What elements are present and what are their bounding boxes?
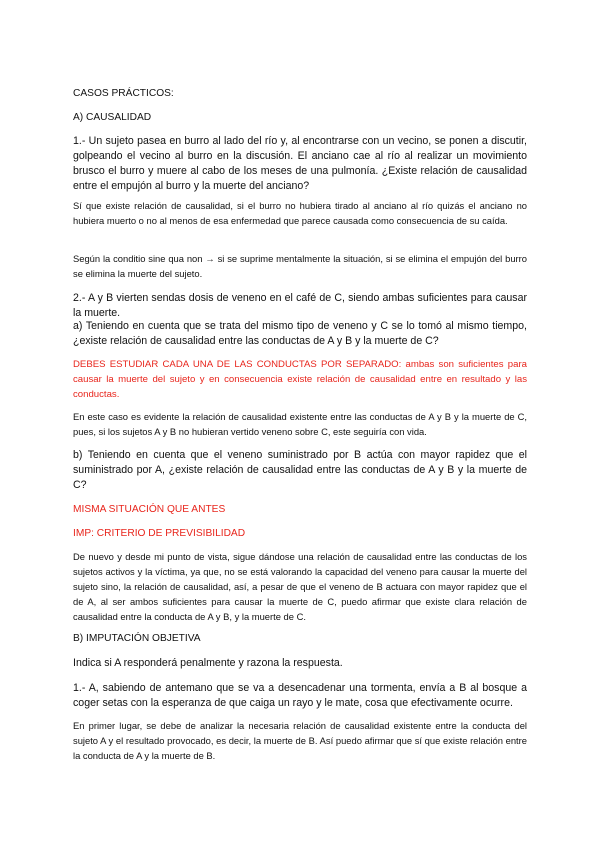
section-heading-causalidad: A) CAUSALIDAD (73, 112, 152, 123)
note-previsibility: IMP: CRITERIO DE PREVISIBILIDAD (73, 528, 246, 539)
question-2a: a) Teniendo en cuenta que se trata del mismo tipo de veneno y C se lo tomó al mismo tiempo, ¿existe relación de causalidad entre las conductas de A y B y la muerte de C? (73, 320, 527, 347)
answer-1-conditio: Según la conditio sine qua non → si se suprime mentalmente la situación, si se elimina el empujón del burro se elimina la muerte del sujeto. (73, 253, 527, 279)
question-b1: 1.- A, sabiendo de antemano que se va a desencadenar una tormenta, envía a B al bosque a coger setas con la esperanza de que caiga un rayo y le mate, cosa que efectivamente ocurre. (73, 682, 527, 709)
question-2: 2.- A y B vierten sendas dosis de veneno en el café de C, siendo ambas suficientes para causar la muerte. (73, 292, 527, 319)
document-title: CASOS PRÁCTICOS: (73, 88, 174, 99)
answer-2b: De nuevo y desde mi punto de vista, sigue dándose una relación de causalidad entre las conductas de los sujetos activos y la víctima, ya que, no se está valorando la capacidad del veneno para causar la muerte del sujeto sino, la relación de causalidad, así, a pesar de que el veneno de B actuara con mayor rapidez que el de A, al ser ambos suficientes para causar la muerte de C, puedo afirmar que existe clara relación de causalidad entre la conducta de A y B, y la muerte de C. (73, 551, 527, 622)
answer-b1: En primer lugar, se debe de analizar la necesaria relación de causalidad existente entre la conducta del sujeto A y el resultado provocado, es decir, la muerte de B. Así puedo afirmar que sí que existe relación entre la conducta de A y la muerte de B. (73, 720, 527, 761)
answer-1: Sí que existe relación de causalidad, si el burro no hubiera tirado al anciano al río quizás el anciano no hubiera muerto o no al menos de esa enfermedad que parece causada como consecuencia de su caída. (73, 200, 527, 226)
note-same-situation: MISMA SITUACIÓN QUE ANTES (73, 504, 226, 515)
answer-2a: En este caso es evidente la relación de causalidad existente entre las conductas de A y B y la muerte de C, pues, si los sujetos A y B no hubieran vertido veneno sobre C, este seguiría con vida. (73, 411, 527, 437)
question-2b: b) Teniendo en cuenta que el veneno suministrado por B actúa con mayor rapidez que el suministrado por A, ¿existe relación de causalidad entre las conductas de A y B y la muerte de C? (73, 449, 527, 491)
section-heading-imputacion: B) IMPUTACIÓN OBJETIVA (73, 633, 201, 644)
note-study-separately: DEBES ESTUDIAR CADA UNA DE LAS CONDUCTAS POR SEPARADO: ambas son suficientes para causar la muerte del sujeto y en consecuencia existe relación de causalidad entre en resultado y las conductas. (73, 359, 527, 400)
instruction-b: Indica si A responderá penalmente y razona la respuesta. (73, 657, 343, 669)
question-1: 1.- Un sujeto pasea en burro al lado del río y, al encontrarse con un vecino, se ponen a discutir, golpeando el vecino al burro en la discusión. El anciano cae al río al realizar un movimiento brusco el burro y muere al cabo de los meses de una pulmonía. ¿Existe relación de causalidad entre el empujón al burro y la muerte del anciano? (73, 135, 527, 192)
